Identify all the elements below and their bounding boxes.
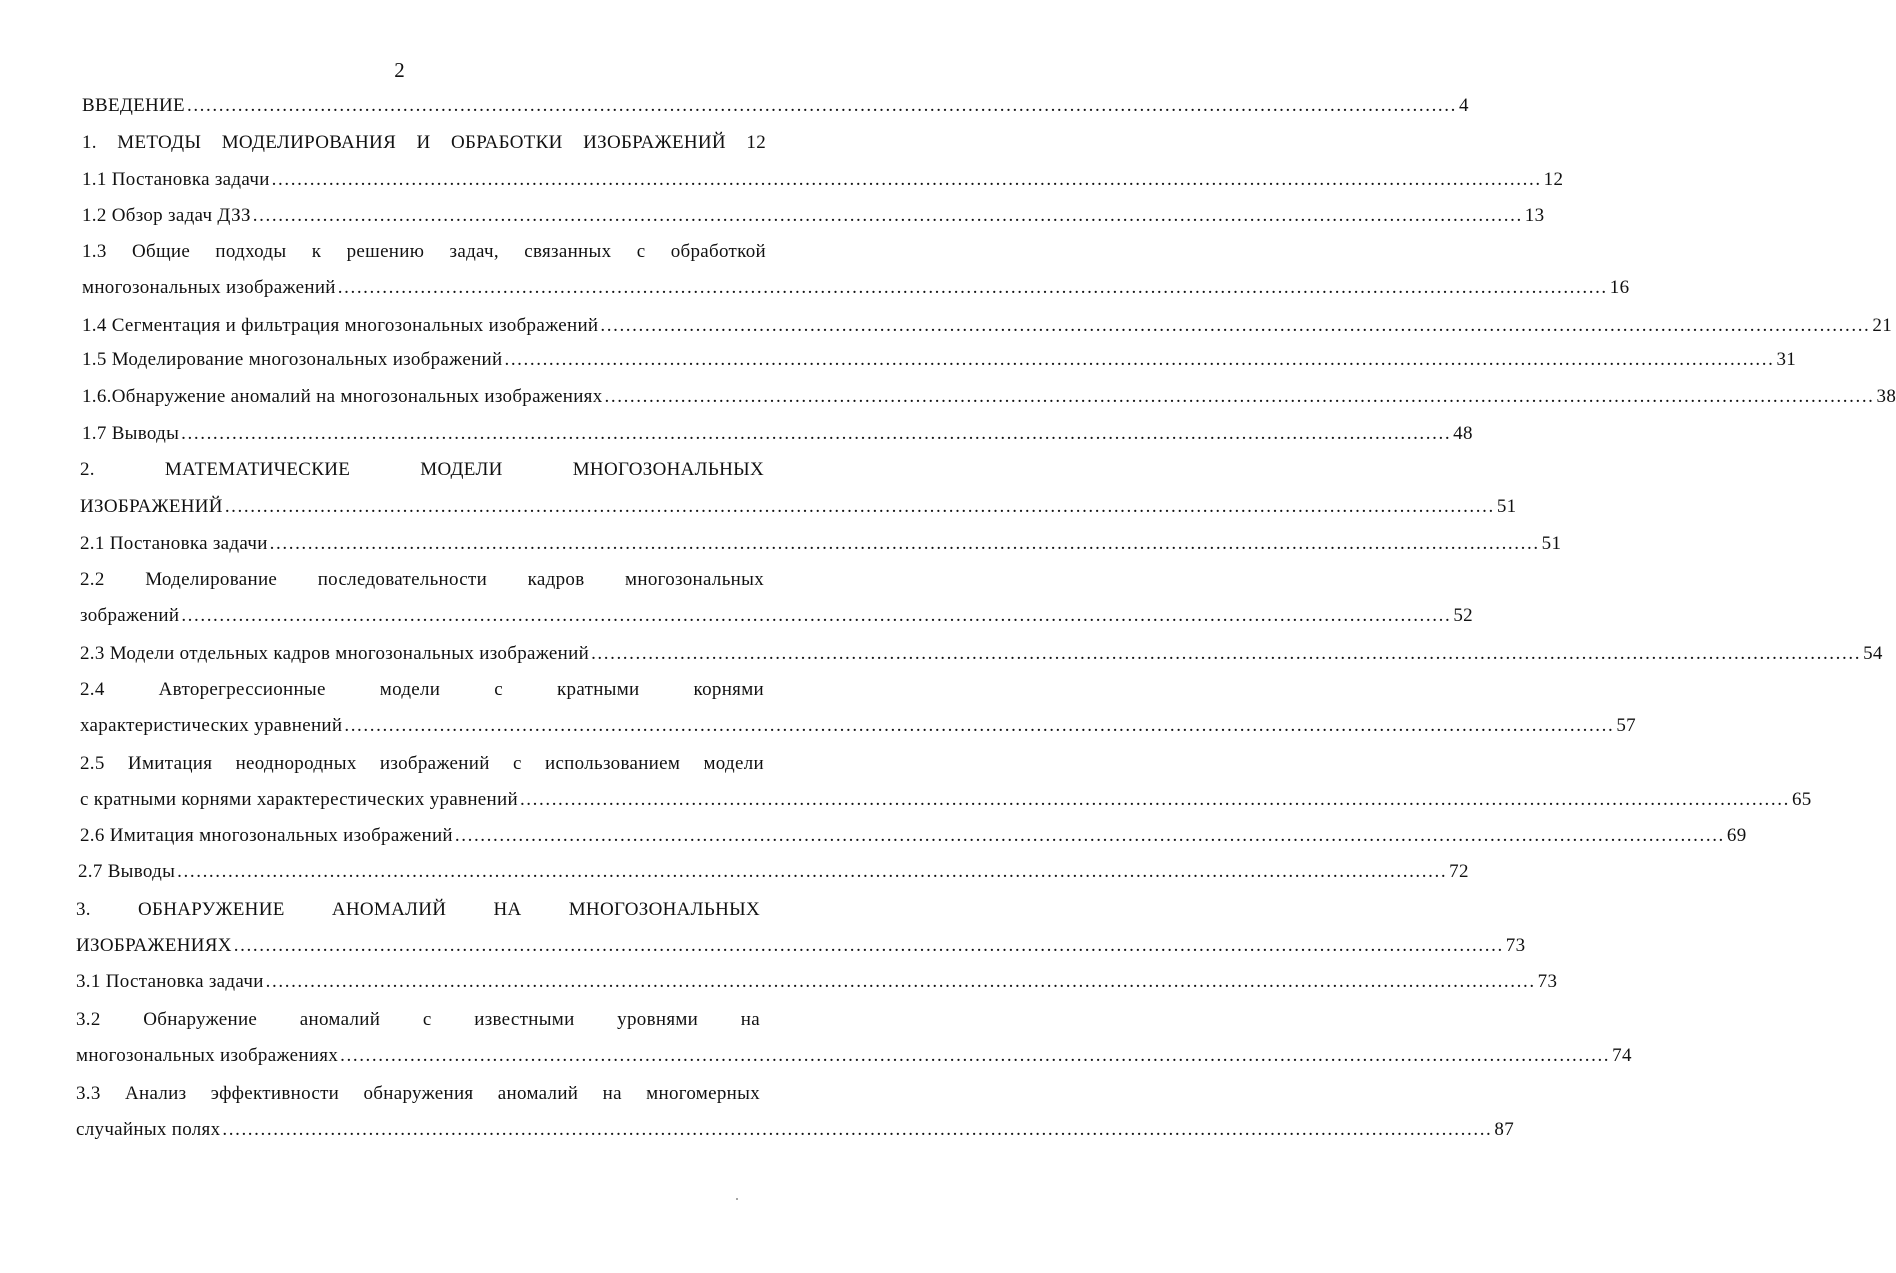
toc-entry-1-1[interactable] — [82, 166, 1564, 194]
leader-dots: ........................................................................................................................................................................................................ — [265, 971, 1536, 992]
toc-chapter-title: 1. МЕТОДЫ МОДЕЛИРОВАНИЯ И ОБРАБОТКИ ИЗОБРАЖЕНИЙ — [82, 132, 726, 153]
toc-chapter-3-line2[interactable] — [76, 932, 1526, 960]
toc-page-number: 52 — [1453, 605, 1473, 626]
toc-page-number: 31 — [1776, 349, 1797, 370]
toc-entry-3-3-line1[interactable]: 3.3 Анализ эффективности обнаружения аномалий на многомерных — [76, 1083, 760, 1104]
leader-dots: ........................................................................................................................................................................................................ — [344, 715, 1615, 736]
toc-page-number: 69 — [1726, 825, 1747, 846]
leader-dots: ........................................................................................................................................................................................................ — [340, 1045, 1611, 1066]
toc-page-number: 87 — [1494, 1119, 1515, 1140]
toc-page-number: 73 — [1505, 935, 1526, 956]
toc-entry-1-7[interactable] — [82, 420, 1473, 448]
toc-entry-1-3-line2[interactable] — [82, 274, 1630, 302]
page-number: 2 — [394, 58, 405, 82]
toc-page-number: 12 — [1543, 169, 1564, 190]
toc-entry-2-2-line2[interactable] — [80, 602, 1473, 630]
toc-chapter-2-line1[interactable]: 2. МАТЕМАТИЧЕСКИЕ МОДЕЛИ МНОГОЗОНАЛЬНЫХ — [80, 459, 764, 480]
toc-entry-text: ИЗОБРАЖЕНИЯХ — [76, 935, 232, 956]
toc-entry-2-2-line1[interactable]: 2.2 Моделирование последовательности кадров многозональных — [80, 569, 764, 590]
toc-entry-text: 1.1 Постановка задачи — [82, 169, 270, 190]
toc-chapter-2-line2[interactable] — [80, 493, 1517, 521]
toc-page-number: 48 — [1453, 423, 1473, 444]
toc-entry-text: 3.1 Постановка задачи — [76, 971, 264, 992]
toc-entry-2-6[interactable] — [80, 822, 1747, 850]
scan-speck — [736, 1198, 738, 1200]
toc-entry-3-3-line2[interactable] — [76, 1116, 1515, 1144]
leader-dots: ........................................................................................................................................................................................................ — [224, 496, 1495, 517]
toc-page-number: 54 — [1863, 643, 1883, 664]
leader-dots: ........................................................................................................................................................................................................ — [271, 169, 1542, 190]
toc-page-number: 73 — [1537, 971, 1558, 992]
toc-entry-1-5[interactable] — [82, 346, 1797, 374]
toc-page-number: 65 — [1791, 789, 1812, 810]
toc-entry-text: многозональных изображений — [82, 277, 336, 298]
toc-entry-1-3-line1[interactable]: 1.3 Общие подходы к решению задач, связанных с обработкой — [82, 241, 766, 262]
leader-dots: ........................................................................................................................................................................................................ — [454, 825, 1725, 846]
toc-page-number: 72 — [1449, 861, 1469, 882]
toc-entry-text: с кратными корнями характерестических уравнений — [80, 789, 518, 810]
toc-page-number: 74 — [1612, 1045, 1632, 1066]
toc-entry-text: ВВЕДЕНИЕ — [82, 95, 185, 116]
toc-page-number: 38 — [1876, 386, 1896, 407]
toc-page-number: 51 — [1541, 533, 1562, 554]
toc-entry-2-7[interactable] — [78, 858, 1469, 886]
toc-entry-1-4[interactable] — [82, 312, 1892, 340]
toc-entry-3-2-line1[interactable]: 3.2 Обнаружение аномалий с известными уровнями на — [76, 1009, 760, 1030]
toc-page-number: 13 — [1524, 205, 1545, 226]
toc-entry-3-1[interactable] — [76, 968, 1558, 996]
toc-entry-2-3[interactable] — [80, 640, 1883, 668]
toc-entry-text: 1.7 Выводы — [82, 423, 180, 444]
toc-entry-text: многозональных изображениях — [76, 1045, 339, 1066]
leader-dots: ........................................................................................................................................................................................................ — [337, 277, 1608, 298]
toc-entry-2-4-line2[interactable] — [80, 712, 1636, 740]
leader-dots: ........................................................................................................................................................................................................ — [591, 643, 1862, 664]
toc-entry-2-4-line1[interactable]: 2.4 Авторегрессионные модели с кратными корнями — [80, 679, 764, 700]
toc-page-number: 21 — [1872, 315, 1892, 336]
toc-entry-2-1[interactable] — [80, 530, 1562, 558]
toc-entry-text: 2.6 Имитация многозональных изображений — [80, 825, 453, 846]
toc-entry-text: зображений — [80, 605, 180, 626]
toc-page-number: 57 — [1616, 715, 1636, 736]
leader-dots: ........................................................................................................................................................................................................ — [504, 349, 1775, 370]
toc-entry-text: 1.6.Обнаружение аномалий на многозональных изображениях — [82, 386, 603, 407]
toc-entry-text: ИЗОБРАЖЕНИЙ — [80, 496, 223, 517]
leader-dots: ........................................................................................................................................................................................................ — [181, 423, 1452, 444]
toc-entry-2-5-line2[interactable] — [80, 786, 1812, 814]
toc-entry-3-2-line2[interactable] — [76, 1042, 1632, 1070]
leader-dots: ........................................................................................................................................................................................................ — [600, 315, 1871, 336]
leader-dots: ........................................................................................................................................................................................................ — [181, 605, 1452, 626]
toc-page-number: 12 — [746, 132, 766, 153]
toc-entry-text: 2.7 Выводы — [78, 861, 176, 882]
toc-entry-1-2[interactable] — [82, 202, 1545, 230]
toc-page-number: 4 — [1458, 95, 1469, 116]
toc-chapter-3-line1[interactable]: 3. ОБНАРУЖЕНИЕ АНОМАЛИЙ НА МНОГОЗОНАЛЬНЫХ — [76, 899, 760, 920]
leader-dots: ........................................................................................................................................................................................................ — [604, 386, 1875, 407]
leader-dots: ........................................................................................................................................................................................................ — [519, 789, 1790, 810]
leader-dots: ........................................................................................................................................................................................................ — [269, 533, 1540, 554]
leader-dots: ........................................................................................................................................................................................................ — [177, 861, 1448, 882]
toc-page-number: 51 — [1496, 496, 1517, 517]
toc-entry-text: случайных полях — [76, 1119, 221, 1140]
toc-entry-text: характеристических уравнений — [80, 715, 343, 736]
toc-entry-intro[interactable] — [82, 92, 1469, 120]
toc-chapter-1[interactable] — [82, 129, 766, 157]
toc-entry-1-6[interactable] — [82, 383, 1896, 411]
leader-dots: ........................................................................................................................................................................................................ — [252, 205, 1523, 226]
toc-entry-2-5-line1[interactable]: 2.5 Имитация неоднородных изображений с использованием модели — [80, 753, 764, 774]
toc-entry-text: 2.3 Модели отдельных кадров многозональных изображений — [80, 643, 590, 664]
leader-dots: ........................................................................................................................................................................................................ — [233, 935, 1504, 956]
leader-dots: ........................................................................................................................................................................................................ — [186, 95, 1457, 116]
toc-entry-text: 1.2 Обзор задач ДЗЗ — [82, 205, 251, 226]
toc-entry-text: 1.4 Сегментация и фильтрация многозональных изображений — [82, 315, 599, 336]
leader-dots: ........................................................................................................................................................................................................ — [222, 1119, 1493, 1140]
toc-entry-text: 2.1 Постановка задачи — [80, 533, 268, 554]
toc-page-number: 16 — [1609, 277, 1630, 298]
toc-entry-text: 1.5 Моделирование многозональных изображений — [82, 349, 503, 370]
